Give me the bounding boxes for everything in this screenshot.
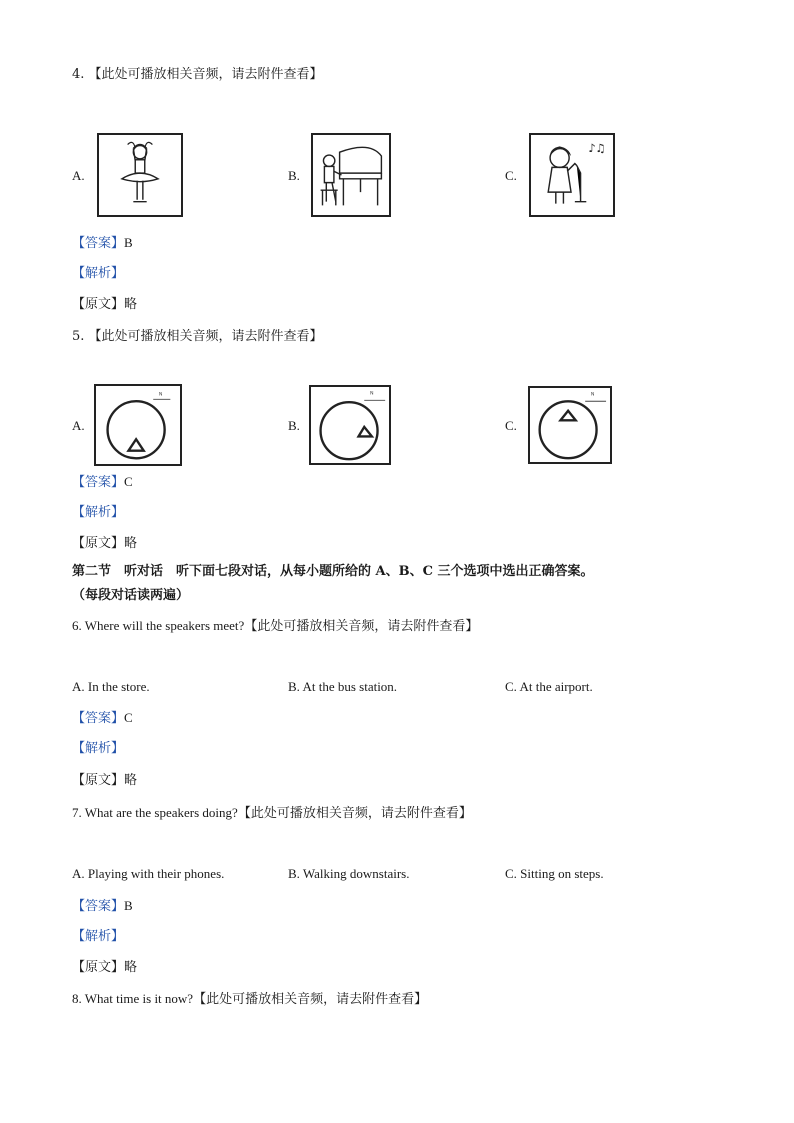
q4-option-b-label: B.	[288, 168, 300, 183]
q5-triangle-right-image[interactable]	[309, 385, 391, 465]
q4-option-a-label: A.	[72, 168, 85, 183]
q5-option-c-label: C.	[505, 418, 517, 433]
answer-value: C	[124, 710, 133, 725]
q7-header	[72, 804, 472, 823]
circle-triangle-right-icon	[311, 387, 389, 463]
q7-original	[72, 959, 137, 977]
q6-header	[72, 617, 478, 636]
q8-header	[72, 990, 427, 1009]
q6-original	[72, 772, 137, 790]
singer-icon	[531, 135, 613, 215]
q5-original	[72, 535, 137, 553]
answer-tag: 【答案】	[72, 899, 125, 914]
original-tag: 【原文】	[72, 773, 125, 788]
q5-answer	[72, 473, 133, 492]
q5-triangle-top-image[interactable]	[528, 386, 612, 464]
q7-question: 7. What are the speakers doing?	[72, 805, 238, 820]
answer-value: C	[124, 474, 133, 489]
q4-header: 4. 【此处可播放相关音频，请去附件查看】	[72, 67, 323, 82]
q4-piano-player-image[interactable]	[311, 133, 391, 217]
q4-option-c-label: C.	[505, 168, 517, 183]
q4-analysis-tag: 【解析】	[72, 266, 125, 281]
q4-answer	[72, 234, 133, 253]
section2-heading: 第二节 听对话 听下面七段对话，从每小题所给的 A、B、C 三个选项中选出正确答案。	[72, 564, 594, 579]
q4-original	[72, 296, 137, 314]
circle-triangle-top-icon	[530, 388, 610, 462]
original-value: 略	[124, 960, 138, 975]
q8-audio-note: 【此处可播放相关音频，请去附件查看】	[193, 992, 428, 1007]
q6-analysis-tag: 【解析】	[72, 741, 125, 756]
q5-option-a-label: A.	[72, 418, 85, 433]
svg-text:♪♫: ♪♫	[588, 141, 606, 156]
q7-analysis-tag: 【解析】	[72, 929, 125, 944]
q7-option-b: B. Walking downstairs.	[288, 866, 410, 881]
original-tag: 【原文】	[72, 960, 125, 975]
q5-option-b-label: B.	[288, 418, 300, 433]
svg-text:N: N	[158, 392, 163, 398]
q7-answer	[72, 897, 133, 916]
q5-triangle-bottom-image[interactable]	[94, 384, 182, 466]
original-tag: 【原文】	[72, 297, 125, 312]
q5-analysis-tag: 【解析】	[72, 505, 125, 520]
original-tag: 【原文】	[72, 536, 125, 551]
ballerina-icon	[99, 135, 181, 215]
piano-icon	[313, 135, 389, 215]
svg-text:N: N	[369, 391, 374, 397]
answer-value: B	[124, 898, 133, 913]
q6-audio-note: 【此处可播放相关音频，请去附件查看】	[244, 619, 479, 634]
answer-tag: 【答案】	[72, 711, 125, 726]
q6-option-a: A. In the store.	[72, 679, 150, 694]
q7-option-a: A. Playing with their phones.	[72, 866, 225, 881]
q6-question: 6. Where will the speakers meet?	[72, 618, 245, 633]
original-value: 略	[124, 773, 138, 788]
q5-header: 5. 【此处可播放相关音频，请去附件查看】	[72, 329, 323, 344]
svg-text:N: N	[590, 392, 595, 398]
q7-audio-note: 【此处可播放相关音频，请去附件查看】	[237, 806, 472, 821]
q6-option-c: C. At the airport.	[505, 679, 593, 694]
answer-tag: 【答案】	[72, 475, 125, 490]
original-value: 略	[124, 536, 138, 551]
q4-singer-image[interactable]	[529, 133, 615, 217]
q6-answer	[72, 709, 133, 728]
section2-note: （每段对话读两遍）	[72, 588, 190, 603]
q4-ballet-dancer-image[interactable]	[97, 133, 183, 217]
q8-question: 8. What time is it now?	[72, 991, 194, 1006]
q7-option-c: C. Sitting on steps.	[505, 866, 604, 881]
q6-option-b: B. At the bus station.	[288, 679, 398, 694]
answer-tag: 【答案】	[72, 236, 125, 251]
original-value: 略	[124, 297, 138, 312]
circle-triangle-bottom-icon	[96, 386, 180, 464]
answer-value: B	[124, 235, 133, 250]
